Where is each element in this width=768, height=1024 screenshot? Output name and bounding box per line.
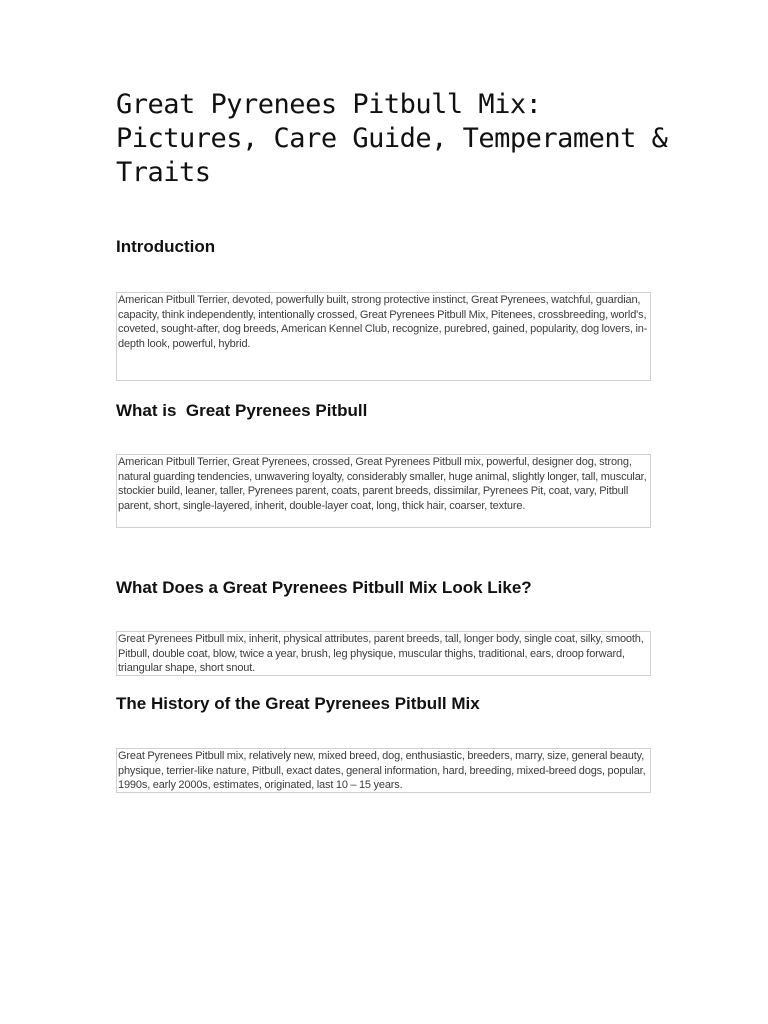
section-keywords-box-history: [116, 748, 651, 793]
section-keywords-what-is: American Pitbull Terrier, Great Pyrenees, crossed, Great Pyrenees Pitbull mix, powerful, designer dog, strong, natural guarding tendencies, unwavering loyalty, considerably smaller, huge animal, slightly longer, tall, muscular, stockier build, leaner, taller, Pyrenees parent, coats, parent breeds, dissimilar, Pyrenees Pit, coat, vary, Pitbull parent, short, single-layered, inherit, double-layer coat, long, thick hair, coarser, texture.: [118, 456, 647, 512]
section-heading-introduction: Introduction: [116, 237, 216, 256]
section-keywords-history: Great Pyrenees Pitbull mix, relatively new, mixed breed, dog, enthusiastic, breeders, marry, size, general beauty, physique, terrier-like nature, Pitbull, exact dates, general information, hard, breeding, mixed-breed dogs, popular, 1990s, early 2000s, estimates, originated, last 10 – 15 years.: [118, 750, 646, 792]
section-keywords-look-like: Great Pyrenees Pitbull mix, inherit, physical attributes, parent breeds, tall, longer body, single coat, silky, smooth, Pitbull, double coat, blow, twice a year, brush, leg physique, muscular thighs, traditional, ears, droop forward, triangular shape, short snout.: [118, 633, 644, 675]
section-keywords-introduction: American Pitbull Terrier, devoted, powerfully built, strong protective instinct, Great Pyrenees, watchful, guardian, capacity, think independently, intentionally crossed, Great Pyrenees Pitbull Mix, Pitenees, crossbreeding, world's, coveted, sought-after, dog breeds, American Kennel Club, recognize, purebred, gained, popularity, dog lovers, in-depth look, powerful, hybrid.: [118, 294, 648, 350]
section-keywords-box-introduction: [116, 292, 651, 381]
section-keywords-box-what-is: [116, 454, 651, 528]
section-keywords-box-look-like: [116, 631, 651, 676]
document-title: Great Pyrenees Pitbull Mix: Pictures, Care Guide, Temperament & Traits: [116, 89, 668, 188]
section-heading-history: The History of the Great Pyrenees Pitbull Mix: [116, 694, 480, 713]
section-heading-what-is: What is Great Pyrenees Pitbull: [116, 401, 368, 420]
section-heading-look-like: What Does a Great Pyrenees Pitbull Mix Look Like?: [116, 578, 532, 597]
